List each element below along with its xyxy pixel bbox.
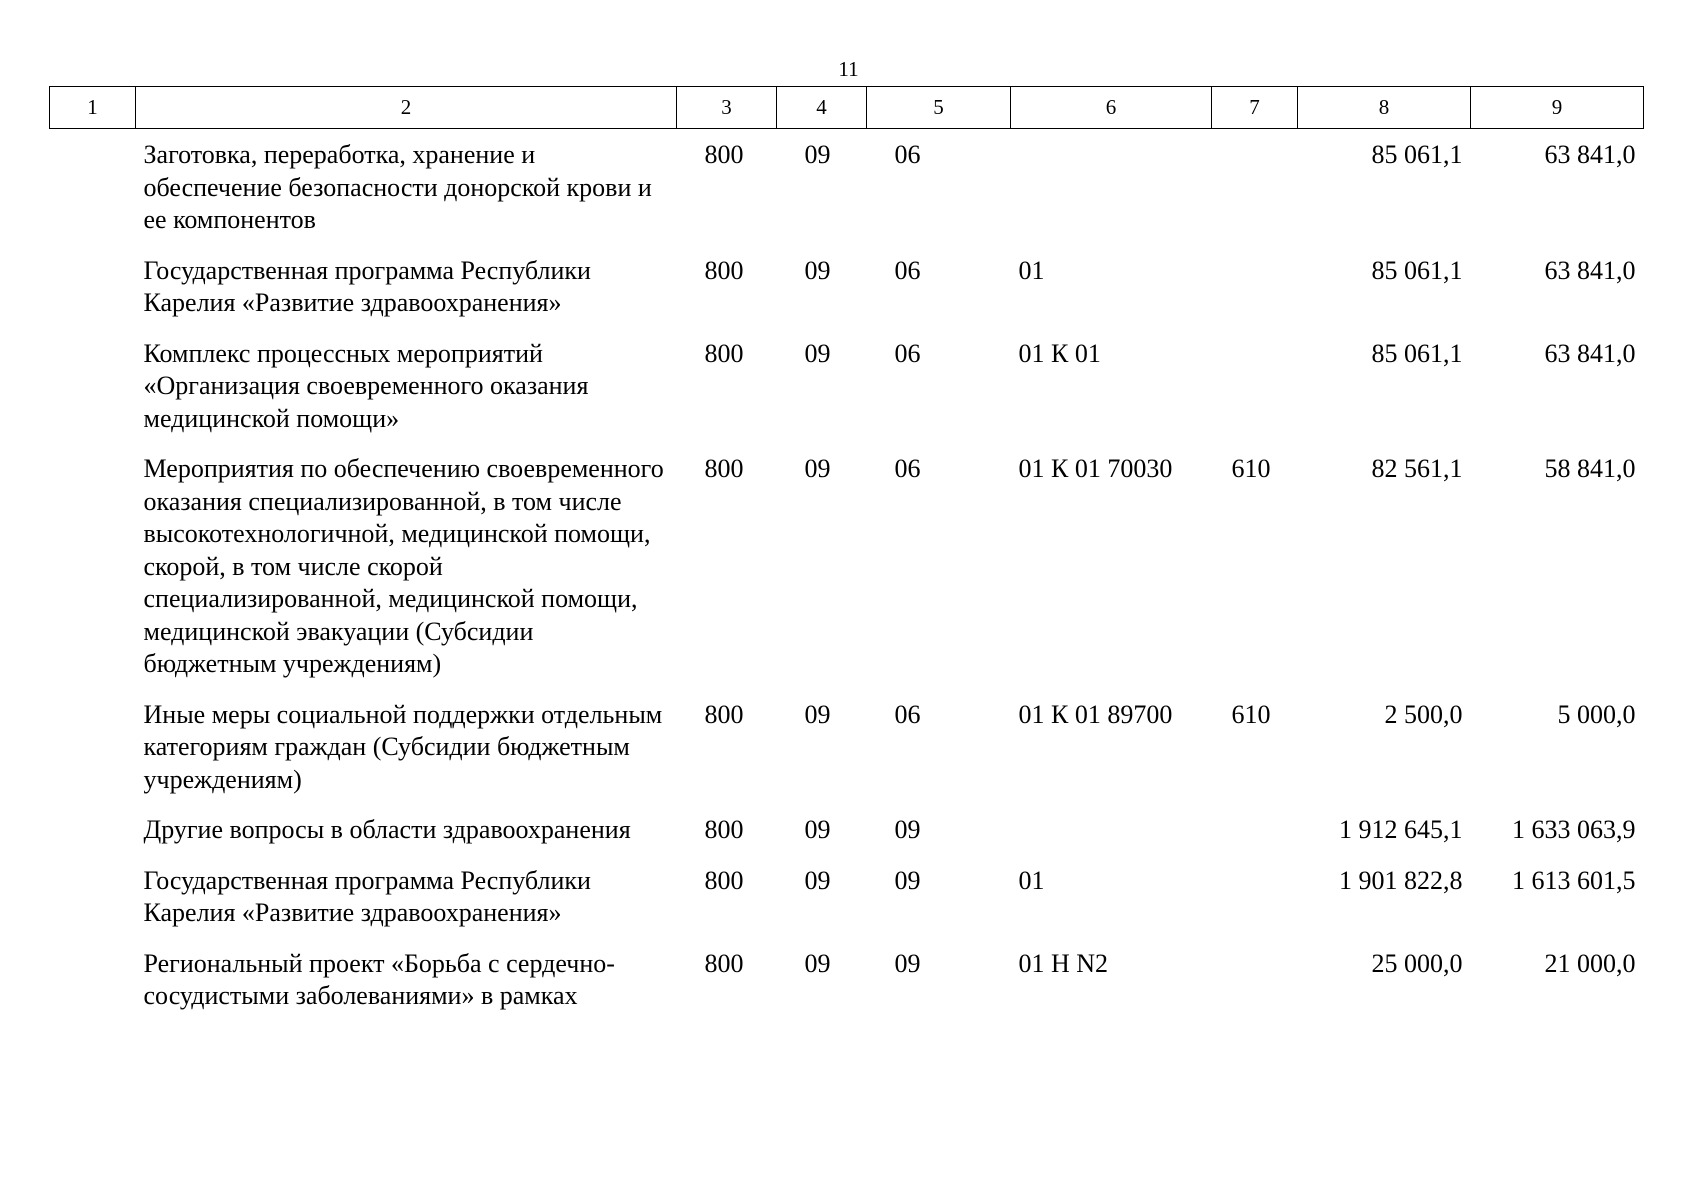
cell-col4: 09 — [804, 454, 831, 483]
cell-col6: 01 К 01 — [1018, 338, 1101, 368]
column-header: 3 — [677, 87, 777, 129]
column-header: 6 — [1011, 87, 1212, 129]
cell-col3: 800 — [704, 865, 744, 895]
cell-col8: 82 561,1 — [1371, 454, 1463, 483]
cell-col1 — [50, 329, 136, 445]
cell-col7 — [1212, 856, 1298, 939]
cell-col4: 09 — [804, 140, 831, 169]
cell-col5: 06 — [894, 338, 921, 368]
cell-name: Мероприятия по обеспечению своевременного оказания специализированной, в том числе высокотехнологичной, медицинской помощи, скорой, в том числе скорой специализированной, медицинской помощи, медицинской эвакуации (Субсидии бюджетным учреждениям) — [143, 454, 664, 678]
cell-col6: 01 — [1018, 255, 1045, 285]
column-header: 7 — [1212, 87, 1298, 129]
column-header: 5 — [867, 87, 1011, 129]
cell-col6 — [1011, 129, 1212, 246]
cell-col7: 610 — [1231, 454, 1271, 483]
cell-name: Заготовка, переработка, хранение и обеспечение безопасности донорской крови и ее компонентов — [143, 140, 652, 234]
column-header: 1 — [50, 87, 136, 129]
table-row — [50, 129, 1644, 246]
cell-col5: 06 — [894, 140, 921, 169]
cell-col1 — [50, 939, 136, 1022]
cell-col9: 63 841,0 — [1544, 255, 1636, 285]
cell-col4: 09 — [804, 699, 831, 729]
cell-name: Государственная программа Республики Карелия «Развитие здравоохранения» — [143, 255, 591, 317]
cell-col8: 2 500,0 — [1384, 699, 1463, 729]
cell-col5: 06 — [894, 255, 921, 285]
table-row — [50, 329, 1644, 445]
cell-col1 — [50, 690, 136, 806]
column-header: 8 — [1298, 87, 1471, 129]
cell-name: Региональный проект «Борьба с сердечно-сосудистыми заболеваниями» в рамках — [143, 948, 615, 1010]
cell-name: Другие вопросы в области здравоохранения — [143, 815, 631, 844]
cell-col4: 09 — [804, 865, 831, 895]
cell-col6: 01 К 01 89700 — [1018, 699, 1173, 729]
cell-name: Иные меры социальной поддержки отдельным категориям граждан (Субсидии бюджетным учреждениям) — [143, 699, 663, 794]
cell-col3: 800 — [704, 948, 744, 978]
column-header: 2 — [136, 87, 677, 129]
cell-col9: 1 613 601,5 — [1512, 865, 1636, 895]
cell-col8: 1 901 822,8 — [1339, 865, 1463, 895]
cell-col1 — [50, 805, 136, 856]
cell-col9: 21 000,0 — [1544, 948, 1636, 978]
table-row — [50, 690, 1644, 806]
cell-col4: 09 — [804, 948, 831, 978]
cell-col7: 610 — [1231, 699, 1271, 729]
cell-col9: 5 000,0 — [1557, 699, 1636, 729]
cell-name: Комплекс процессных мероприятий «Организация своевременного оказания медицинской помощи» — [143, 338, 589, 433]
page-number: 11 — [838, 57, 859, 81]
cell-col7 — [1212, 246, 1298, 329]
cell-col1 — [50, 444, 136, 690]
cell-col1 — [50, 246, 136, 329]
cell-col4: 09 — [804, 338, 831, 368]
cell-col7 — [1212, 129, 1298, 246]
column-header: 9 — [1471, 87, 1644, 129]
cell-col6: 01 — [1018, 865, 1045, 895]
cell-col3: 800 — [704, 255, 744, 285]
budget-table — [49, 86, 1644, 1022]
cell-col7 — [1212, 329, 1298, 445]
table-header-row — [50, 87, 1644, 129]
cell-col9: 63 841,0 — [1544, 338, 1636, 368]
table-row — [50, 444, 1644, 690]
cell-col1 — [50, 856, 136, 939]
cell-col4: 09 — [804, 255, 831, 285]
cell-col9: 58 841,0 — [1544, 454, 1636, 483]
cell-col8: 1 912 645,1 — [1339, 815, 1463, 844]
column-header: 4 — [777, 87, 867, 129]
cell-col3: 800 — [704, 140, 744, 169]
cell-col5: 09 — [894, 865, 921, 895]
cell-col8: 25 000,0 — [1371, 948, 1463, 978]
cell-col6: 01 Н N2 — [1018, 948, 1109, 978]
table-row — [50, 246, 1644, 329]
cell-col8: 85 061,1 — [1371, 255, 1463, 285]
cell-col5: 06 — [894, 454, 921, 483]
cell-col8: 85 061,1 — [1371, 338, 1463, 368]
table-row — [50, 856, 1644, 939]
cell-col4: 09 — [804, 815, 831, 844]
table-row — [50, 805, 1644, 856]
cell-col3: 800 — [704, 338, 744, 368]
cell-col7 — [1212, 939, 1298, 1022]
cell-col6: 01 К 01 70030 — [1018, 454, 1173, 483]
cell-col3: 800 — [704, 699, 744, 729]
cell-col9: 63 841,0 — [1544, 140, 1636, 169]
cell-name: Государственная программа Республики Карелия «Развитие здравоохранения» — [143, 865, 591, 927]
cell-col9: 1 633 063,9 — [1512, 815, 1636, 844]
cell-col7 — [1212, 805, 1298, 856]
cell-col5: 06 — [894, 699, 921, 729]
cell-col8: 85 061,1 — [1371, 140, 1463, 169]
table-row — [50, 939, 1644, 1022]
cell-col3: 800 — [704, 454, 744, 483]
cell-col3: 800 — [704, 815, 744, 844]
cell-col6 — [1011, 805, 1212, 856]
cell-col5: 09 — [894, 815, 921, 844]
cell-col5: 09 — [894, 948, 921, 978]
cell-col1 — [50, 129, 136, 246]
